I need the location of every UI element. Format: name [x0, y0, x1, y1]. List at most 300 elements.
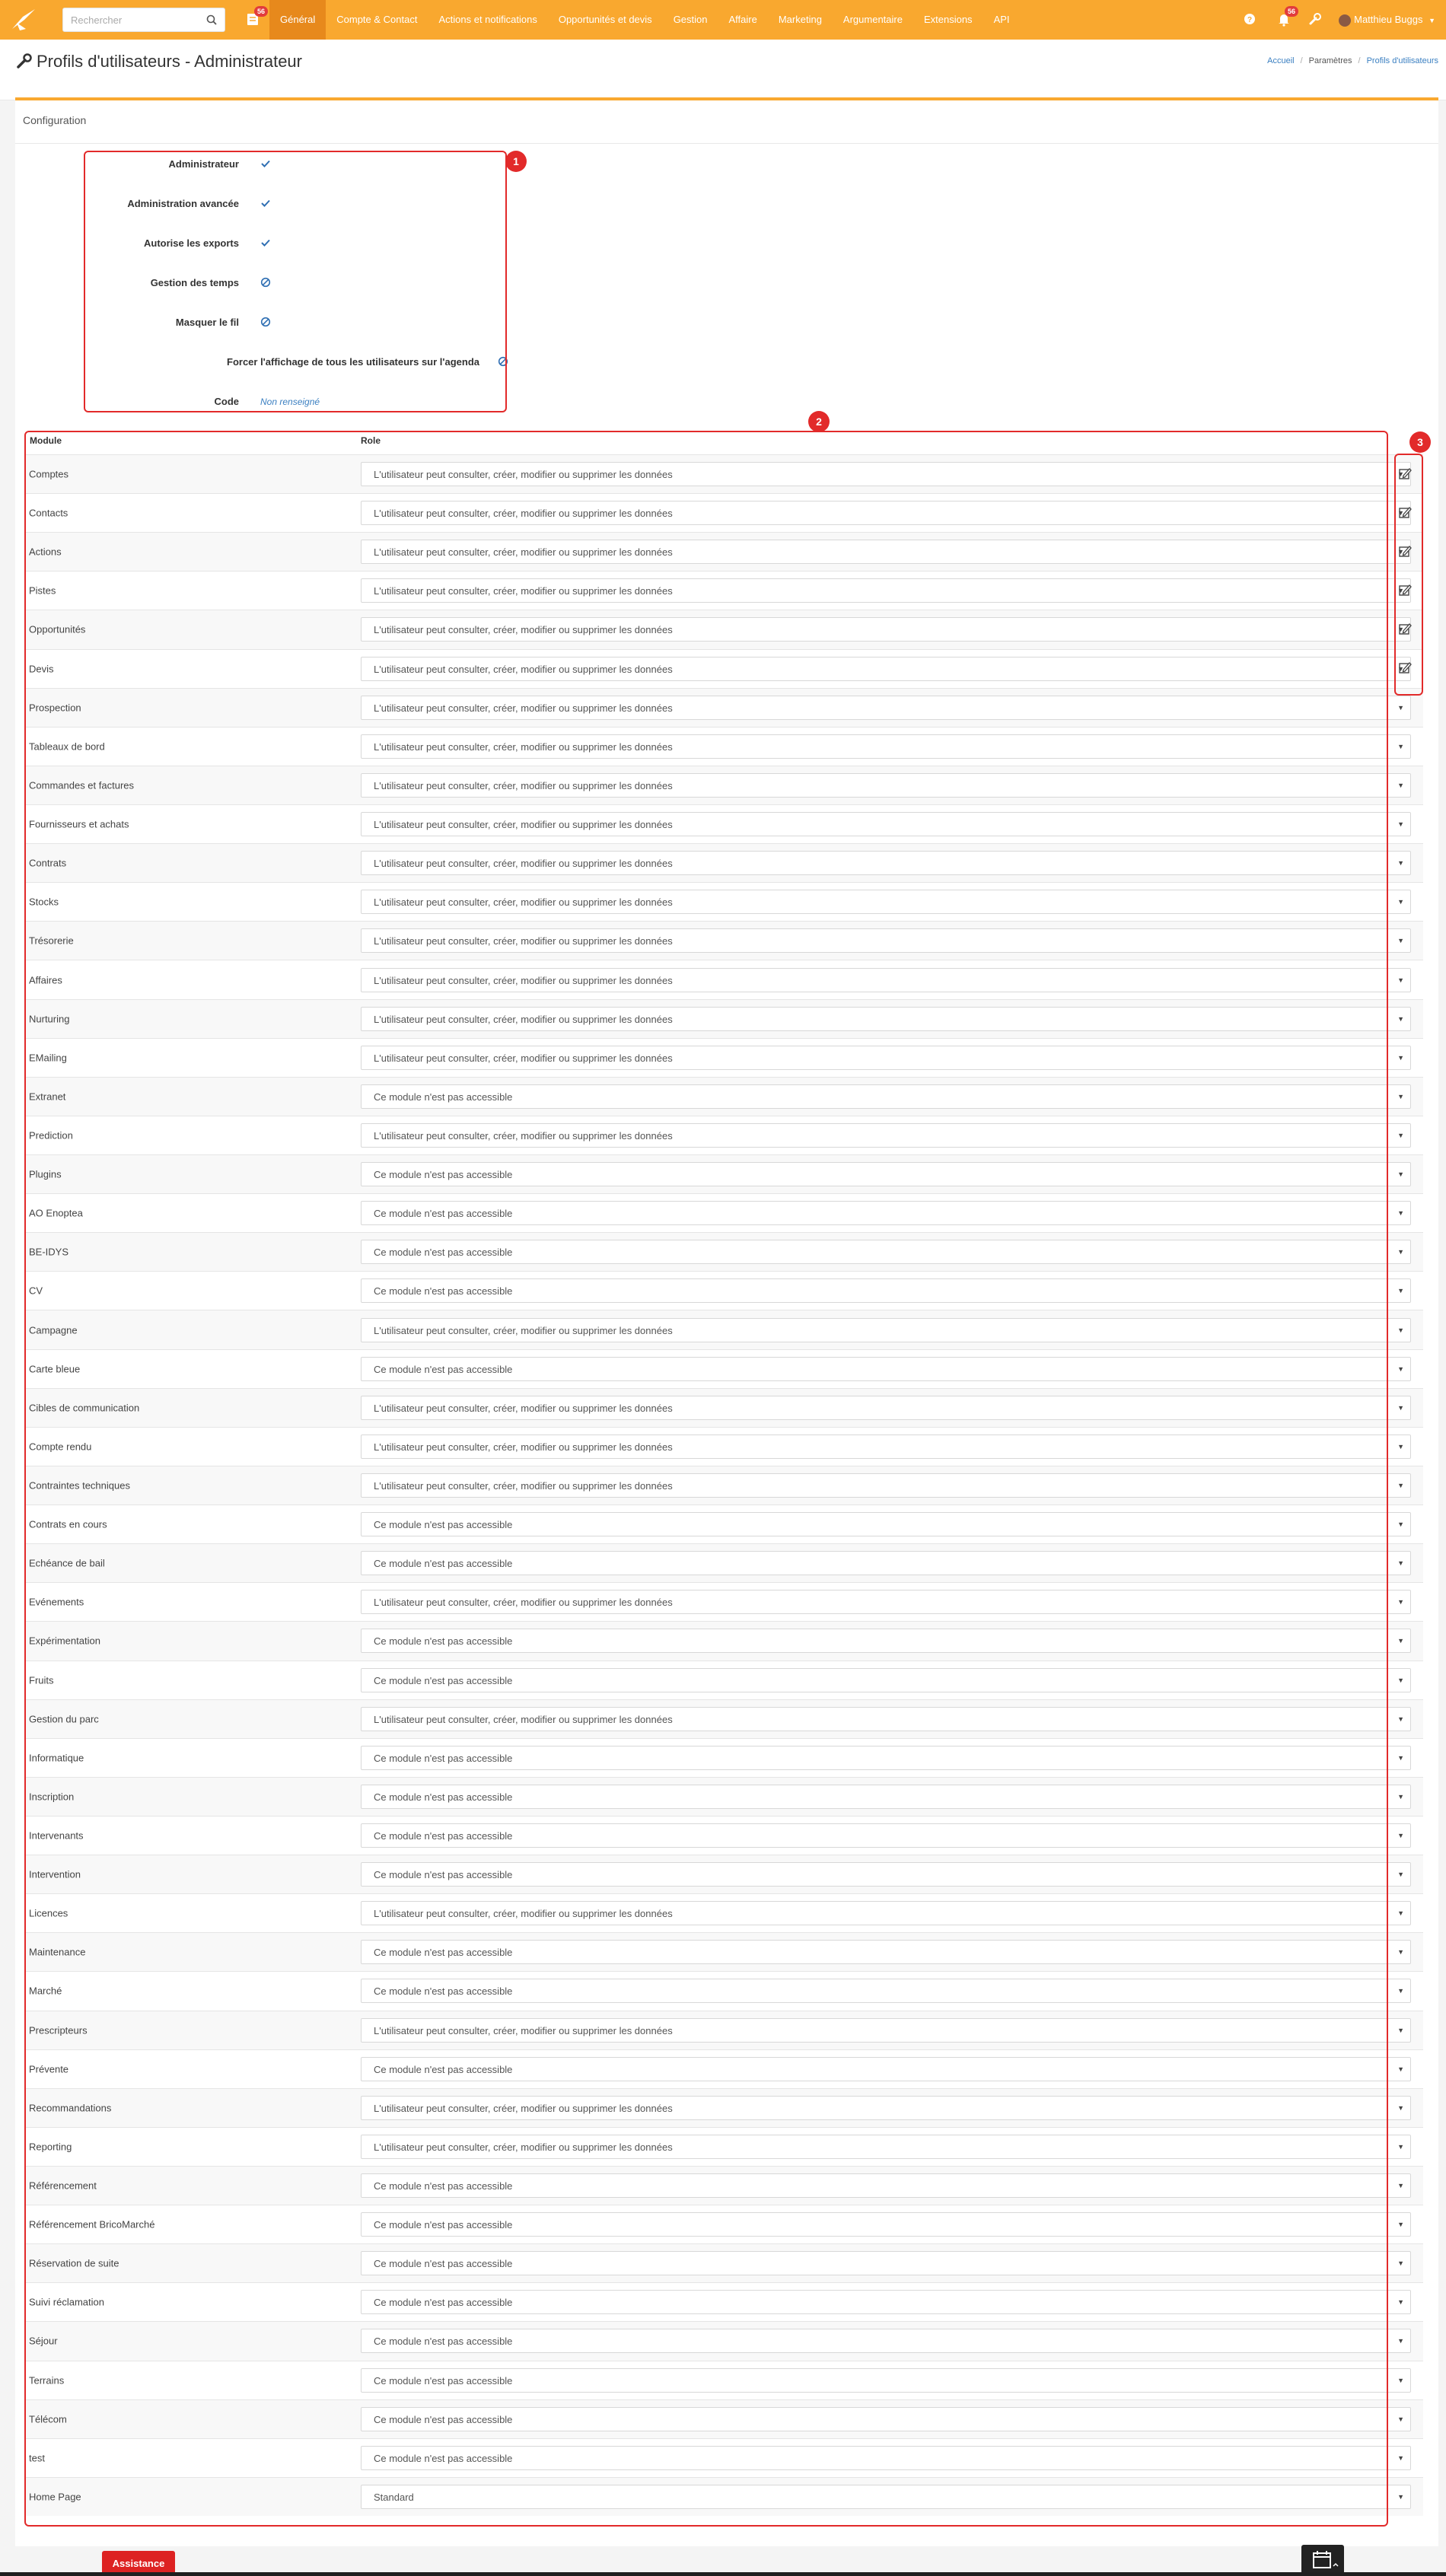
- menu-item[interactable]: Affaire: [728, 14, 757, 25]
- role-select-value: L'utilisateur peut consulter, créer, modifier ou supprimer les données: [374, 663, 673, 675]
- table-row: [26, 2049, 1423, 2088]
- module-name: BE-IDYS: [29, 1246, 69, 1258]
- menu-item[interactable]: Général: [269, 0, 326, 40]
- table-row: [26, 2438, 1423, 2477]
- chevron-down-icon: ▼: [1397, 1326, 1404, 1334]
- code-value: Non renseigné: [260, 396, 320, 407]
- table-row: [26, 2321, 1423, 2360]
- module-name: Plugins: [29, 1168, 62, 1180]
- role-select-value: L'utilisateur peut consulter, créer, modifier ou supprimer les données: [374, 585, 673, 597]
- property-label: Gestion des temps: [150, 277, 239, 288]
- role-select[interactable]: [361, 734, 1411, 759]
- role-select-value: L'utilisateur peut consulter, créer, modifier ou supprimer les données: [374, 935, 673, 947]
- table-row: [26, 1816, 1423, 1855]
- table-row: [26, 1310, 1423, 1348]
- chevron-down-icon: ▼: [1397, 2298, 1404, 2307]
- breadcrumb-settings: Paramètres: [1308, 56, 1352, 65]
- property-label: Masquer le fil: [175, 317, 239, 328]
- role-select[interactable]: [361, 2251, 1411, 2275]
- role-select[interactable]: [361, 617, 1411, 642]
- table-row: [26, 454, 1423, 493]
- chevron-down-icon: ▼: [1397, 1715, 1404, 1723]
- table-row: [26, 2011, 1423, 2049]
- edit-icon: [1393, 618, 1417, 641]
- role-select-value: L'utilisateur peut consulter, créer, modifier ou supprimer les données: [374, 1441, 673, 1453]
- edit-button[interactable]: [1393, 540, 1417, 563]
- role-select-value: Standard: [374, 2491, 414, 2503]
- chevron-down-icon: ▼: [1397, 1442, 1404, 1450]
- role-select[interactable]: [361, 1084, 1411, 1109]
- search-box[interactable]: [62, 8, 225, 32]
- tasks-badge: 56: [254, 6, 268, 17]
- role-select[interactable]: [361, 1201, 1411, 1225]
- role-select-value: Ce module n'est pas accessible: [374, 2258, 513, 2270]
- role-select-value: Ce module n'est pas accessible: [374, 2180, 513, 2192]
- module-name: Contraintes techniques: [29, 1479, 130, 1492]
- chevron-down-icon: ▼: [1397, 1676, 1404, 1684]
- role-select-value: Ce module n'est pas accessible: [374, 1674, 513, 1686]
- table-row: [26, 804, 1423, 843]
- menu-item[interactable]: Compte & Contact: [336, 14, 418, 25]
- role-select[interactable]: [361, 1162, 1411, 1186]
- module-name: Séjour: [29, 2335, 58, 2347]
- table-row: [26, 921, 1423, 960]
- role-select-value: Ce module n'est pas accessible: [374, 2063, 513, 2075]
- table-row: [26, 1505, 1423, 1543]
- module-name: Prospection: [29, 702, 81, 714]
- role-select[interactable]: [361, 851, 1411, 875]
- module-name: Expérimentation: [29, 1635, 100, 1647]
- chevron-down-icon: ▼: [1397, 2259, 1404, 2268]
- check-icon: [260, 158, 271, 171]
- module-name: Référencement BricoMarché: [29, 2218, 155, 2231]
- module-name: Echéance de bail: [29, 1557, 105, 1569]
- role-select[interactable]: [361, 1590, 1411, 1614]
- role-select[interactable]: [361, 1123, 1411, 1148]
- ban-icon: [498, 356, 508, 369]
- table-row: [26, 571, 1423, 610]
- role-select[interactable]: [361, 1434, 1411, 1459]
- module-name: Contrats: [29, 857, 67, 869]
- module-name: Comptes: [29, 468, 69, 480]
- role-select[interactable]: [361, 2135, 1411, 2159]
- chevron-down-icon: ▼: [1397, 976, 1404, 984]
- chevron-down-icon: ▼: [1397, 1871, 1404, 1879]
- edit-button[interactable]: [1393, 579, 1417, 602]
- role-select[interactable]: [361, 1240, 1411, 1264]
- module-name: Contacts: [29, 507, 68, 519]
- role-select-value: L'utilisateur peut consulter, créer, modifier ou supprimer les données: [374, 1129, 673, 1142]
- chevron-down-icon: ▼: [1397, 742, 1404, 750]
- breadcrumb-home[interactable]: Accueil: [1267, 56, 1295, 65]
- table-row: [26, 2477, 1423, 2516]
- module-name: Devis: [29, 663, 54, 675]
- role-select[interactable]: [361, 773, 1411, 798]
- chevron-down-icon: ▼: [1397, 1753, 1404, 1762]
- role-select-value: L'utilisateur peut consulter, créer, modifier ou supprimer les données: [374, 624, 673, 636]
- table-row: [26, 688, 1423, 727]
- table-row: [26, 1777, 1423, 1816]
- role-select[interactable]: [361, 1862, 1411, 1887]
- role-select-value: Ce module n'est pas accessible: [374, 1947, 513, 1959]
- module-name: Prévente: [29, 2063, 69, 2075]
- annotation-marker-2: 2: [808, 411, 830, 432]
- role-select[interactable]: [361, 1940, 1411, 1964]
- chevron-down-icon: ▼: [1397, 2065, 1404, 2073]
- module-name: Compte rendu: [29, 1441, 92, 1453]
- table-row: [26, 2088, 1423, 2127]
- user-menu[interactable]: [1339, 0, 1435, 40]
- chevron-down-icon: ▼: [1397, 626, 1404, 634]
- chevron-down-icon: ▼: [1397, 509, 1404, 517]
- role-select[interactable]: [361, 2407, 1411, 2431]
- role-select[interactable]: [361, 1979, 1411, 2003]
- role-select-value: L'utilisateur peut consulter, créer, modifier ou supprimer les données: [374, 1597, 673, 1609]
- chevron-down-icon: ▼: [1397, 664, 1404, 673]
- module-name: Opportunités: [29, 623, 86, 635]
- table-row: [26, 1154, 1423, 1193]
- role-select-value: Ce module n'est pas accessible: [374, 1091, 513, 1103]
- search-icon[interactable]: [206, 14, 217, 25]
- card-title: Configuration: [23, 114, 87, 126]
- role-select-value: L'utilisateur peut consulter, créer, modifier ou supprimer les données: [374, 1324, 673, 1336]
- table-row: [26, 1038, 1423, 1077]
- module-name: Marché: [29, 1985, 62, 1997]
- module-name: Prescripteurs: [29, 2024, 88, 2036]
- page-title: Profils d'utilisateurs - Administrateur: [37, 52, 302, 71]
- role-select[interactable]: [361, 2485, 1411, 2509]
- role-select-value: L'utilisateur peut consulter, créer, modifier ou supprimer les données: [374, 1013, 673, 1025]
- table-row: [26, 1116, 1423, 1154]
- module-name: Fournisseurs et achats: [29, 818, 129, 830]
- chevron-down-icon: ▼: [1397, 1481, 1404, 1489]
- top-navbar: [0, 0, 1446, 40]
- role-select-value: L'utilisateur peut consulter, créer, modifier ou supprimer les données: [374, 1479, 673, 1492]
- role-select-value: L'utilisateur peut consulter, créer, modifier ou supprimer les données: [374, 858, 673, 870]
- check-icon: [260, 237, 271, 250]
- role-select[interactable]: [361, 1046, 1411, 1070]
- assistance-button[interactable]: Assistance: [102, 2551, 175, 2576]
- role-select-value: L'utilisateur peut consulter, créer, modifier ou supprimer les données: [374, 896, 673, 909]
- table-row: [26, 1621, 1423, 1660]
- chevron-down-icon: ▼: [1397, 859, 1404, 868]
- role-select[interactable]: [361, 2329, 1411, 2353]
- edit-button[interactable]: [1393, 618, 1417, 641]
- module-name: Stocks: [29, 896, 59, 908]
- notification-badge: 56: [1285, 6, 1298, 17]
- role-select-value: L'utilisateur peut consulter, créer, modifier ou supprimer les données: [374, 1713, 673, 1725]
- chevron-down-icon: ▼: [1397, 1520, 1404, 1529]
- role-select[interactable]: [361, 2212, 1411, 2237]
- role-select[interactable]: [361, 968, 1411, 992]
- table-row: [26, 1661, 1423, 1699]
- table-row: [26, 2127, 1423, 2166]
- role-select-value: L'utilisateur peut consulter, créer, modifier ou supprimer les données: [374, 2024, 673, 2036]
- role-select-value: Ce module n'est pas accessible: [374, 1519, 513, 1531]
- help-icon[interactable]: [1241, 11, 1258, 27]
- table-row: [26, 2399, 1423, 2438]
- role-select[interactable]: [361, 657, 1411, 681]
- role-select[interactable]: [361, 1396, 1411, 1420]
- role-select-value: L'utilisateur peut consulter, créer, modifier ou supprimer les données: [374, 779, 673, 791]
- chevron-down-icon: ▼: [1397, 1832, 1404, 1839]
- chevron-down-icon: ▼: [1397, 781, 1404, 789]
- table-row: [26, 1193, 1423, 1232]
- role-select[interactable]: [361, 2096, 1411, 2120]
- role-select-value: L'utilisateur peut consulter, créer, modifier ou supprimer les données: [374, 2141, 673, 2153]
- table-row: [26, 727, 1423, 766]
- role-select[interactable]: [361, 1901, 1411, 1925]
- module-name: Référencement: [29, 2180, 97, 2192]
- role-select[interactable]: [361, 2446, 1411, 2470]
- chevron-down-icon: ▼: [1397, 548, 1404, 556]
- role-select[interactable]: [361, 1668, 1411, 1692]
- module-name: Cibles de communication: [29, 1402, 140, 1414]
- edit-icon: [1393, 579, 1417, 602]
- breadcrumb: Accueil / Paramètres / Profils d'utilisateurs: [1267, 56, 1438, 65]
- search-input[interactable]: [71, 8, 200, 31]
- table-row: [26, 1543, 1423, 1582]
- module-name: Télécom: [29, 2413, 67, 2425]
- chevron-down-icon: ▼: [1397, 2103, 1404, 2112]
- role-select[interactable]: [361, 578, 1411, 603]
- table-row: [26, 843, 1423, 882]
- role-select[interactable]: [361, 1512, 1411, 1536]
- column-header-module: Module: [30, 435, 62, 446]
- calendar-button[interactable]: [1301, 2545, 1344, 2576]
- role-select-value: Ce module n'est pas accessible: [374, 1985, 513, 1998]
- role-select[interactable]: [361, 1707, 1411, 1731]
- table-row: [26, 493, 1423, 532]
- role-select-value: Ce module n'est pas accessible: [374, 1208, 513, 1220]
- role-select[interactable]: [361, 462, 1411, 486]
- role-select-value: Ce module n'est pas accessible: [374, 2336, 513, 2348]
- role-select[interactable]: [361, 1318, 1411, 1342]
- module-name: Tableaux de bord: [29, 740, 105, 753]
- property-label: Code: [214, 396, 239, 407]
- ban-icon: [260, 317, 271, 330]
- table-row: [26, 610, 1423, 648]
- edit-icon: [1393, 502, 1417, 524]
- table-row: [26, 1077, 1423, 1116]
- role-select[interactable]: [361, 540, 1411, 564]
- table-row: [26, 1932, 1423, 1971]
- module-name: Recommandations: [29, 2102, 112, 2114]
- menu-item[interactable]: Marketing: [778, 14, 822, 25]
- module-name: Informatique: [29, 1752, 84, 1764]
- module-name: Reporting: [29, 2141, 72, 2153]
- table-row: [26, 1582, 1423, 1621]
- role-select[interactable]: [361, 890, 1411, 914]
- edit-icon: [1393, 463, 1417, 486]
- table-row: [26, 1349, 1423, 1388]
- table-row: [26, 1232, 1423, 1271]
- role-select[interactable]: [361, 928, 1411, 953]
- module-name: Réservation de suite: [29, 2257, 119, 2269]
- role-select[interactable]: [361, 812, 1411, 836]
- role-select-value: Ce module n'est pas accessible: [374, 1285, 513, 1298]
- role-select-value: L'utilisateur peut consulter, créer, modifier ou supprimer les données: [374, 974, 673, 986]
- role-select-value: L'utilisateur peut consulter, créer, modifier ou supprimer les données: [374, 469, 673, 481]
- role-select-value: Ce module n'est pas accessible: [374, 1791, 513, 1803]
- module-name: Home Page: [29, 2491, 81, 2503]
- table-row: [26, 1893, 1423, 1932]
- table-row: [26, 2282, 1423, 2321]
- chevron-down-icon: ▼: [1397, 1987, 1404, 1995]
- chevron-down-icon: ▼: [1397, 937, 1404, 945]
- chevron-down-icon: ▼: [1397, 1364, 1404, 1373]
- table-row: [26, 2205, 1423, 2243]
- svg-text:?: ?: [1247, 16, 1253, 24]
- role-select-value: L'utilisateur peut consulter, créer, modifier ou supprimer les données: [374, 508, 673, 520]
- module-name: Affaires: [29, 974, 62, 986]
- property-label: Autorise les exports: [144, 237, 239, 249]
- module-name: Intervenants: [29, 1829, 84, 1842]
- role-select[interactable]: [361, 1551, 1411, 1575]
- module-name: test: [29, 2452, 45, 2464]
- bottom-bar: [0, 2572, 1446, 2576]
- module-name: Campagne: [29, 1324, 78, 1336]
- role-select[interactable]: [361, 2057, 1411, 2081]
- chevron-down-icon: ▼: [1397, 470, 1404, 479]
- chevron-down-icon: ▼: [1397, 1559, 1404, 1568]
- role-select-value: L'utilisateur peut consulter, créer, modifier ou supprimer les données: [374, 2102, 673, 2114]
- chevron-down-icon: ▼: [1397, 1053, 1404, 1062]
- module-name: EMailing: [29, 1052, 67, 1064]
- chevron-down-icon: ▼: [1397, 1131, 1404, 1139]
- role-select[interactable]: [361, 1278, 1411, 1303]
- role-select-value: L'utilisateur peut consulter, créer, modifier ou supprimer les données: [374, 1908, 673, 1920]
- avatar: [1339, 14, 1351, 27]
- main-menu: [269, 0, 1021, 40]
- edit-button[interactable]: [1393, 463, 1417, 486]
- property-label: Administrateur: [168, 158, 239, 170]
- role-select-value: Ce module n'est pas accessible: [374, 1635, 513, 1648]
- edit-button[interactable]: [1393, 502, 1417, 524]
- table-row: [26, 1427, 1423, 1466]
- module-name: Trésorerie: [29, 935, 74, 947]
- ban-icon: [260, 277, 271, 290]
- module-name: Fruits: [29, 1674, 54, 1686]
- chevron-down-icon: ▼: [1397, 1014, 1404, 1023]
- role-select-value: Ce module n'est pas accessible: [374, 1752, 513, 1764]
- app-logo[interactable]: [9, 6, 40, 33]
- module-name: Contrats en cours: [29, 1518, 107, 1530]
- chevron-down-icon: ▼: [1397, 2415, 1404, 2423]
- role-select-value: Ce module n'est pas accessible: [374, 1558, 513, 1570]
- chevron-down-icon: ▼: [1397, 703, 1404, 712]
- menu-item[interactable]: Opportunités et devis: [558, 14, 652, 25]
- property-label: Administration avancée: [127, 198, 239, 209]
- chevron-down-icon: ▼: [1397, 2376, 1404, 2384]
- role-select[interactable]: [361, 1746, 1411, 1770]
- role-select[interactable]: [361, 1785, 1411, 1809]
- module-name: Nurturing: [29, 1013, 70, 1025]
- role-select-value: Ce module n'est pas accessible: [374, 2452, 513, 2464]
- table-row: [26, 1971, 1423, 2010]
- chevron-down-icon: ▼: [1397, 587, 1404, 595]
- role-select-value: L'utilisateur peut consulter, créer, modifier ou supprimer les données: [374, 740, 673, 753]
- role-select[interactable]: [361, 2290, 1411, 2314]
- page-wrench-icon: [15, 52, 33, 70]
- role-select[interactable]: [361, 501, 1411, 525]
- module-name: Extranet: [29, 1091, 66, 1103]
- role-select-value: L'utilisateur peut consulter, créer, modifier ou supprimer les données: [374, 1402, 673, 1414]
- table-row: [26, 766, 1423, 804]
- menu-item[interactable]: Extensions: [923, 14, 973, 25]
- chevron-down-icon: ▼: [1397, 1909, 1404, 1918]
- role-select-value: Ce module n'est pas accessible: [374, 2297, 513, 2309]
- table-row: [26, 999, 1423, 1038]
- module-name: Evénements: [29, 1596, 84, 1608]
- module-name: AO Enoptea: [29, 1207, 83, 1219]
- role-select-value: Ce module n'est pas accessible: [374, 1169, 513, 1181]
- module-name: Intervention: [29, 1868, 81, 1880]
- role-select-value: Ce module n'est pas accessible: [374, 1363, 513, 1375]
- module-name: Terrains: [29, 2374, 65, 2387]
- module-name: Maintenance: [29, 1946, 86, 1958]
- role-select-value: L'utilisateur peut consulter, créer, modifier ou supprimer les données: [374, 1052, 673, 1064]
- user-name: Matthieu Buggs: [1354, 14, 1423, 25]
- role-select[interactable]: [361, 1823, 1411, 1848]
- role-select-value: L'utilisateur peut consulter, créer, modifier ou supprimer les données: [374, 819, 673, 831]
- menu-item[interactable]: API: [993, 14, 1010, 25]
- role-select[interactable]: [361, 1629, 1411, 1653]
- chevron-down-icon: ▼: [1397, 1248, 1404, 1256]
- calendar-icon: [1301, 2545, 1344, 2576]
- role-select[interactable]: [361, 2368, 1411, 2393]
- role-select-value: Ce module n'est pas accessible: [374, 2219, 513, 2231]
- menu-item[interactable]: Actions et notifications: [438, 14, 537, 25]
- chevron-down-icon: ▼: [1397, 1598, 1404, 1606]
- table-row: [26, 2361, 1423, 2399]
- module-name: Commandes et factures: [29, 779, 135, 791]
- chevron-down-icon: ▼: [1397, 1092, 1404, 1100]
- wrench-icon[interactable]: [1307, 11, 1323, 27]
- table-row: [26, 1466, 1423, 1505]
- breadcrumb-profiles[interactable]: Profils d'utilisateurs: [1366, 56, 1438, 65]
- role-select[interactable]: [361, 2173, 1411, 2198]
- module-name: Inscription: [29, 1791, 75, 1803]
- chevron-down-icon: ▼: [1397, 1209, 1404, 1218]
- annotation-marker-1: 1: [505, 151, 527, 172]
- role-select[interactable]: [361, 1357, 1411, 1381]
- role-select-value: Ce module n'est pas accessible: [374, 1830, 513, 1842]
- menu-item[interactable]: Argumentaire: [842, 14, 903, 25]
- role-select[interactable]: [361, 696, 1411, 720]
- chevron-down-icon: ▼: [1397, 2492, 1404, 2501]
- chevron-down-icon: ▼: [1397, 2337, 1404, 2345]
- role-select[interactable]: [361, 1007, 1411, 1031]
- table-row: [26, 2243, 1423, 2282]
- table-row: [26, 1271, 1423, 1310]
- table-row: [26, 882, 1423, 921]
- edit-icon: [1393, 540, 1417, 563]
- module-name: CV: [29, 1285, 43, 1297]
- chevron-down-icon: ▼: [1397, 2142, 1404, 2151]
- role-select[interactable]: [361, 1473, 1411, 1498]
- chevron-down-icon: ▼: [1397, 2221, 1404, 2229]
- role-select-value: Ce module n'est pas accessible: [374, 1247, 513, 1259]
- column-header-role: Role: [361, 435, 381, 446]
- table-row: [26, 1388, 1423, 1427]
- edit-button[interactable]: [1393, 657, 1417, 680]
- annotation-marker-3: 3: [1409, 431, 1431, 453]
- role-select[interactable]: [361, 2018, 1411, 2043]
- card-divider: [15, 143, 1438, 144]
- menu-item[interactable]: Gestion: [673, 14, 708, 25]
- chevron-down-icon: ▼: [1397, 2182, 1404, 2190]
